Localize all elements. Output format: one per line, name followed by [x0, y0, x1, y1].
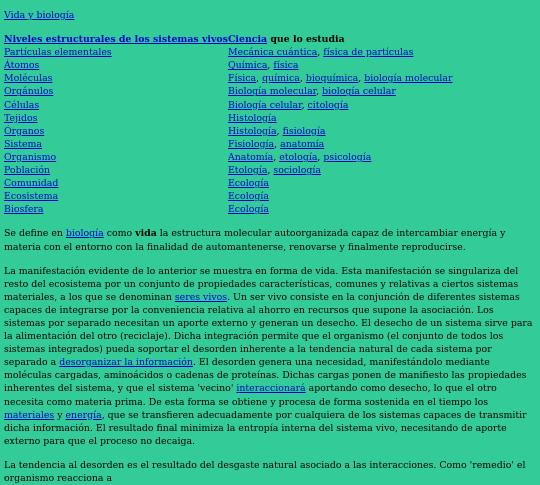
level-link[interactable]: Tejidos	[4, 112, 38, 124]
text: La tendencia al desorden es el resultado del desgaste natural asociado a las interacciones. Como 'remedio' el organismo reacciona a	[4, 459, 526, 484]
science-link[interactable]: biología molecular	[364, 73, 453, 85]
text: . Un ser vivo consiste en la conjunción de diferentes sistemas capaces de integrarse por la conveniencia relativa al ahorro en recursos que supone la asociación. Los sistemas por separado necesitan un aporte externo y generan un desecho. El desecho de un sistema sirve para la alimentación del otro (reciclaje). Dicha integración permite que el organismo (el conjunto de todos los sistemas integrados) pueda soportar el desorden inherente a la tendencia natural de cada sistema por separado a	[4, 291, 533, 369]
science-link[interactable]: Histología	[227, 125, 277, 137]
vida-term: vida	[135, 228, 157, 240]
biologia-link[interactable]: biología	[65, 228, 104, 240]
interaccionara-link[interactable]: interaccionará	[236, 383, 306, 395]
science-link[interactable]: bioquímica	[305, 73, 359, 85]
level-link[interactable]: Biosfera	[4, 204, 44, 216]
text: Se define en	[4, 228, 66, 240]
level-link[interactable]: Átomos	[4, 60, 40, 72]
text: la estructura molecular autoorganizada capaz de intercambiar energía y materia con el entorno con la finalidad de automantenerse, renovarse y finalmente reproducirse.	[4, 228, 506, 253]
level-cell	[4, 59, 228, 72]
science-link[interactable]: física	[273, 60, 299, 72]
vida-y-biologia-link[interactable]: Vida y biología	[4, 10, 75, 21]
level-cell	[4, 138, 228, 151]
science-cell: Mecánica cuántica, física de partículas	[227, 47, 414, 59]
science-link[interactable]: Física	[227, 73, 257, 85]
table-row	[4, 190, 453, 203]
table-row	[4, 46, 453, 59]
level-cell	[4, 203, 228, 216]
table-row	[4, 203, 453, 216]
science-link[interactable]: anatomía	[280, 138, 325, 150]
science-cell	[228, 177, 453, 190]
science-link[interactable]: Histología	[227, 112, 277, 124]
table-row	[4, 164, 453, 177]
level-cell	[4, 85, 228, 98]
level-cell	[4, 164, 228, 177]
science-cell: Histología, fisiología	[227, 125, 326, 137]
level-cell	[4, 72, 228, 85]
text: , que se transfieren adecuadamente por cualquiera de los sistemas capaces de transmitir dicha información. El resultado final minimiza la entropía interna del sistema vivo, necesitando de aporte externo para que el proceso no decaiga.	[4, 409, 527, 447]
seres-vivos-link[interactable]: seres vivos	[174, 291, 228, 303]
science-link[interactable]: Ecología	[227, 191, 269, 203]
energia-link[interactable]: energía	[65, 409, 102, 421]
level-link[interactable]: Ecosistema	[4, 191, 59, 203]
text: y	[54, 409, 66, 421]
body-paragraph	[4, 265, 534, 448]
ciencia-header-link[interactable]: Ciencia	[227, 34, 268, 46]
science-link[interactable]: Anatomía	[227, 151, 274, 163]
table-row	[4, 125, 453, 138]
science-header-text: que lo estudia	[267, 34, 345, 46]
science-link[interactable]: etología	[279, 151, 318, 163]
table-row	[4, 85, 453, 98]
last-paragraph	[4, 459, 534, 485]
table-row	[4, 72, 453, 85]
science-cell: Biología celular, citología	[227, 99, 349, 111]
level-cell	[4, 99, 228, 112]
level-link[interactable]: Moléculas	[4, 73, 53, 85]
science-link[interactable]: sociología	[273, 165, 322, 177]
level-cell	[4, 190, 228, 203]
text: como	[103, 228, 136, 240]
level-cell	[4, 125, 228, 138]
science-link[interactable]: Biología celular	[227, 99, 302, 111]
level-cell	[4, 151, 228, 164]
science-link[interactable]: psicología	[323, 151, 372, 163]
level-link[interactable]: Células	[4, 99, 40, 111]
science-cell: Biología molecular, biología celular	[227, 86, 396, 98]
science-link[interactable]: citología	[307, 99, 349, 111]
science-link[interactable]: Química	[227, 60, 268, 72]
science-cell	[228, 203, 453, 216]
science-link[interactable]: Mecánica cuántica	[227, 47, 318, 59]
text: . El desorden genera una necesidad, manifestándolo mediante moléculas cargadas, aminoácidos o cadenas de proteínas. Dichas cargas ponen de manifiesto las propiedades inherentes del sistema, y que el sistema 'vecino'	[4, 357, 527, 395]
table-row	[4, 112, 453, 125]
level-link[interactable]: Partículas elementales	[4, 47, 112, 59]
table-row	[4, 138, 453, 151]
levels-header-link[interactable]: Niveles estructurales de los sistemas vivos	[4, 34, 228, 46]
science-link[interactable]: Ecología	[227, 178, 269, 190]
text: La manifestación evidente de lo anterior se muestra en forma de vida. Esta manifestación se singulariza del resto del ecosistema por un conjunto de propiedades características, comunes y relativas a ciertos sistemas materiales, a los que se denominan	[4, 265, 519, 303]
science-link[interactable]: Etología	[227, 165, 268, 177]
table-row	[4, 99, 453, 112]
level-link[interactable]: Sistema	[4, 138, 43, 150]
science-link[interactable]: Ecología	[227, 204, 269, 216]
materiales-link[interactable]: materiales	[4, 409, 55, 421]
levels-table	[4, 33, 453, 216]
science-cell: Física, química, bioquímica, biología molecular	[227, 73, 453, 85]
science-link[interactable]: Fisiología	[227, 138, 275, 150]
level-link[interactable]: Organismo	[4, 151, 57, 163]
table-row	[4, 59, 453, 72]
science-link[interactable]: fisiología	[282, 125, 326, 137]
science-cell: Fisiología, anatomía	[227, 138, 325, 150]
science-cell	[228, 190, 453, 203]
level-link[interactable]: Órganos	[4, 125, 45, 137]
science-cell: Química, física	[227, 60, 299, 72]
text: aportando como desecho, lo que el otro necesita como materia prima. De esta forma se obtiene y procesa de forma sostenida en el tiempo los	[4, 383, 497, 408]
science-link[interactable]: física de partículas	[323, 47, 414, 59]
levels-header	[4, 33, 228, 46]
table-row	[4, 177, 453, 190]
levels-table-body	[4, 46, 453, 216]
level-link[interactable]: Población	[4, 165, 51, 177]
level-link[interactable]: Comunidad	[4, 178, 59, 190]
science-link[interactable]: Biología molecular	[227, 86, 317, 98]
table-row	[4, 151, 453, 164]
science-link[interactable]: química	[262, 73, 300, 85]
level-link[interactable]: Orgánulos	[4, 86, 54, 98]
level-cell	[4, 112, 228, 125]
level-cell	[4, 46, 228, 59]
table-header-row	[4, 33, 453, 46]
science-cell: Etología, sociología	[227, 165, 322, 177]
science-link[interactable]: biología celular	[322, 86, 396, 98]
science-header	[228, 33, 453, 46]
science-cell: Anatomía, etología, psicología	[227, 151, 372, 163]
science-cell	[228, 112, 453, 125]
level-cell	[4, 177, 228, 190]
intro-paragraph	[4, 227, 534, 253]
desorganizar-link[interactable]: desorganizar la información	[59, 357, 193, 369]
